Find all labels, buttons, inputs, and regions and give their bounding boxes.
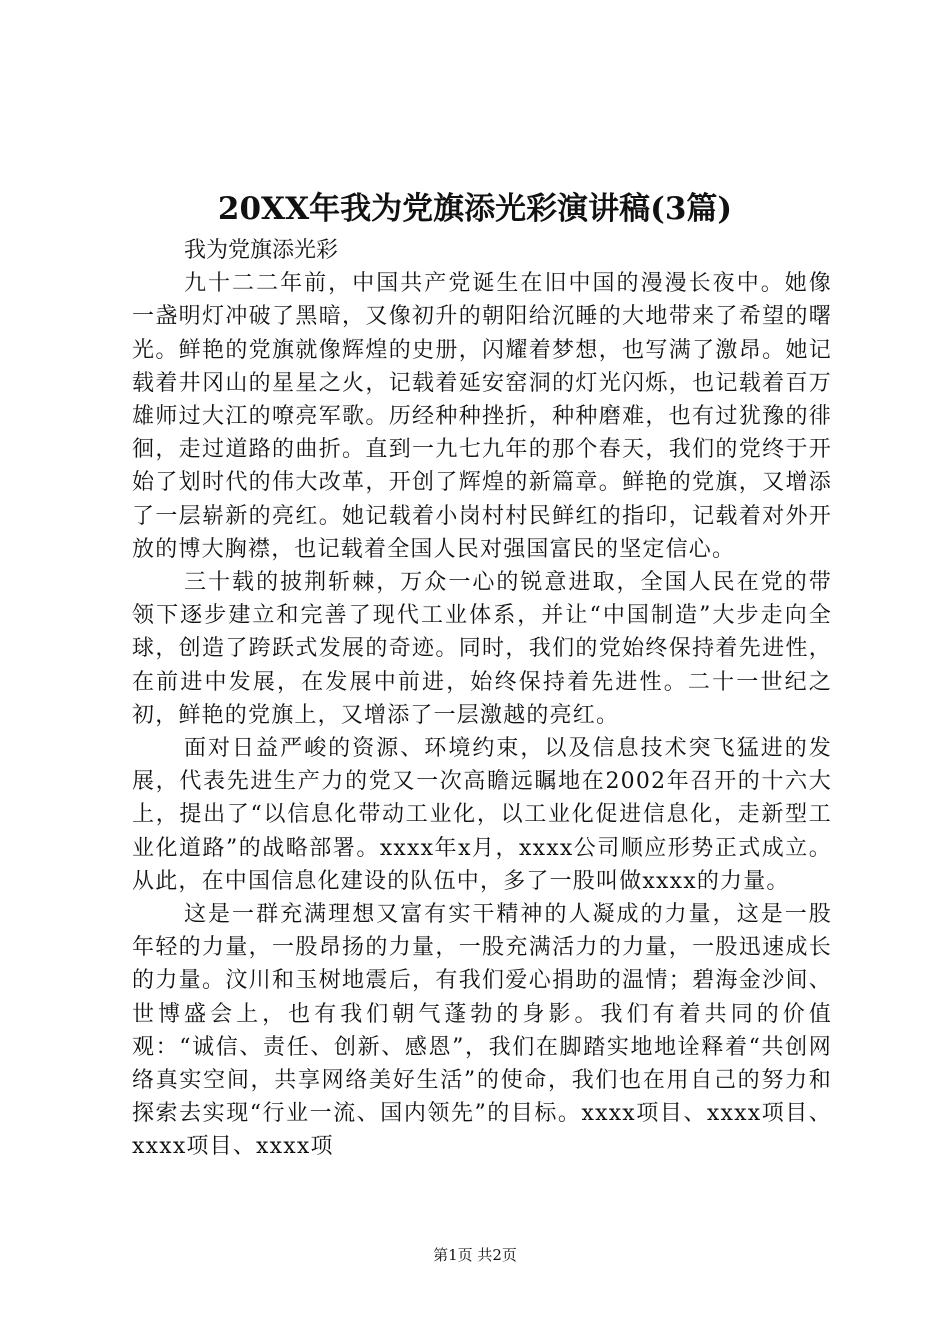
page-indicator: 第1页 共2页	[433, 1246, 517, 1264]
paragraph-1: 九十二二年前，中国共产党诞生在旧中国的漫漫长夜中。她像一盏明灯冲破了黑暗，又像初升的朝阳给沉睡的大地带来了希望的曙光。鲜艳的党旗就像辉煌的史册，闪耀着梦想，也写满了激昂。她记载着井冈山的星星之火，记载着延安窑洞的灯光闪烁，也记载着百万雄师过大江的嘹亮军歌。历经种种挫折，种种磨难，也有过犹豫的徘徊，走过道路的曲折。直到一九七九年的那个春天，我们的党终于开始了划时代的伟大改革，开创了辉煌的新篇章。鲜艳的党旗，又增添了一层崭新的亮红。她记载着小岗村村民鲜红的指印，记载着对外开放的博大胸襟，也记载着全国人民对强国富民的坚定信心。	[132, 271, 832, 562]
speech-subtitle: 我为党旗添光彩	[184, 238, 339, 263]
document-body	[132, 234, 832, 1164]
page-footer	[0, 1245, 950, 1265]
paragraph-4: 这是一群充满理想又富有实干精神的人凝成的力量，这是一股年轻的力量，一股昂扬的力量，一股充满活力的力量，一股迅速成长的力量。汶川和玉树地震后，有我们爱心捐助的温情；碧海金沙间、世博盛会上，也有我们朝气蓬勃的身影。我们有着共同的价值观：“诚信、责任、创新、感恩”，我们在脚踏实地地诠释着“共创网络真实空间，共享网络美好生活”的使命，我们也在用自己的努力和探索去实现“行业一流、国内领先”的目标。xxxx项目、xxxx项目、xxxx项目、xxxx项	[132, 902, 832, 1160]
paragraph-3: 面对日益严峻的资源、环境约束，以及信息技术突飞猛进的发展，代表先进生产力的党又一次高瞻远瞩地在2002年召开的十六大上，提出了“以信息化带动工业化，以工业化促进信息化，走新型工业化道路”的战略部署。xxxx年x月，xxxx公司顺应形势正式成立。从此，在中国信息化建设的队伍中，多了一股叫做xxxx的力量。	[132, 736, 832, 894]
document-title: 20XX年我为党旗添光彩演讲稿(3篇)	[217, 191, 733, 227]
paragraph-2: 三十载的披荆斩棘，万众一心的锐意进取，全国人民在党的带领下逐步建立和完善了现代工业体系，并让“中国制造”大步走向全球，创造了跨跃式发展的奇迹。同时，我们的党始终保持着先进性，在前进中发展，在发展中前进，始终保持着先进性。二十一世纪之初，鲜艳的党旗上，又增添了一层激越的亮红。	[132, 570, 832, 728]
